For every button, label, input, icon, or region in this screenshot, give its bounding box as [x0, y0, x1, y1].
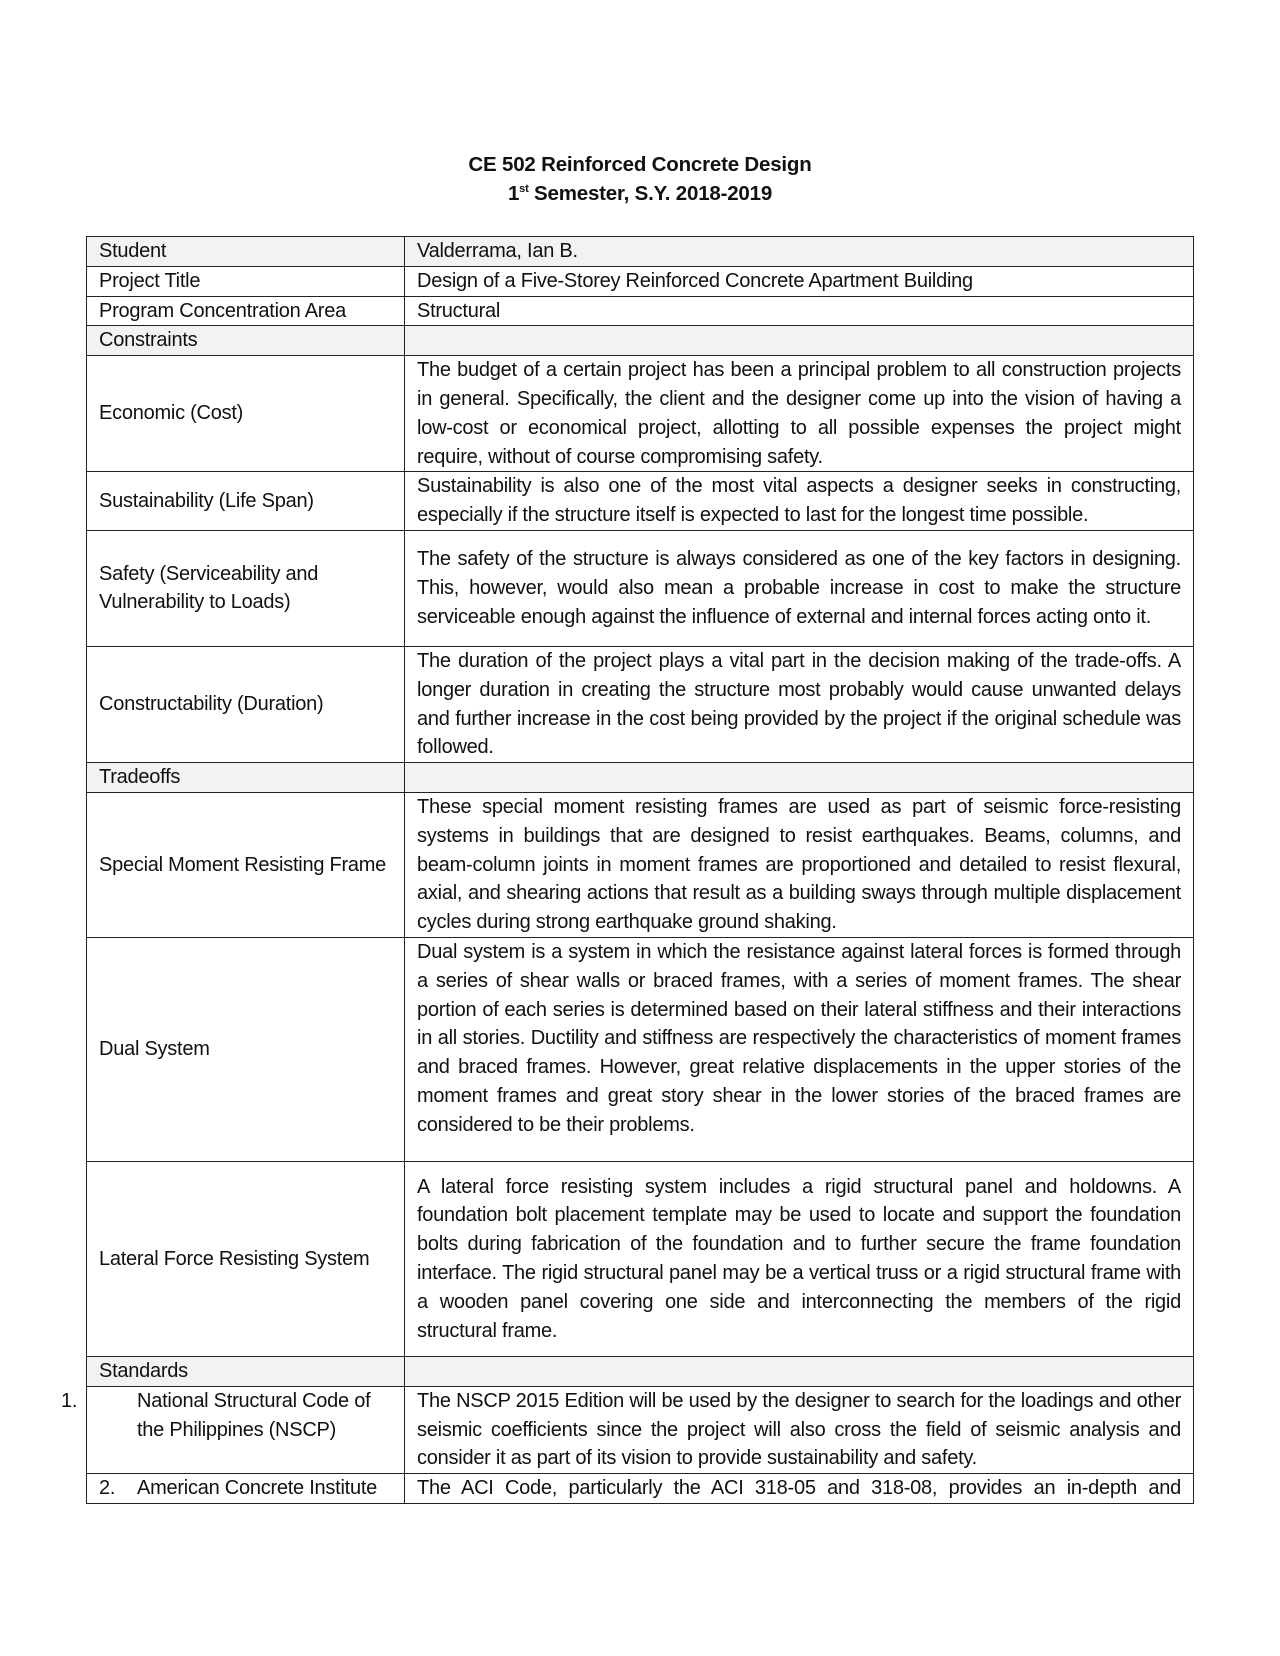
- program-area-label: Program Concentration Area: [87, 296, 405, 326]
- section-header-row: [87, 1356, 1194, 1386]
- tradeoff-label: Lateral Force Resisting System: [87, 1161, 405, 1356]
- table-row: [87, 266, 1194, 296]
- standard-name: National Structural Code of the Philippines (NSCP): [137, 1389, 371, 1441]
- tradeoff-text: Dual system is a system in which the resistance against lateral forces is formed through a series of shear walls or braced frames, with a series of moment frames. The shear portion of each series is determined based on their lateral stiffness and their interactions in all stories. Ductility and stiffness are respectively the characteristics of moment frames and braced frames. However, great relative displacements in the upper stories of the moment frames and great story shear in the lower stories of the braced frames are considered to be their problems.: [405, 937, 1194, 1161]
- tradeoff-label: Special Moment Resisting Frame: [87, 792, 405, 937]
- section-header-row: [87, 326, 1194, 356]
- constraint-label: Constructability (Duration): [87, 646, 405, 762]
- tradeoff-label: Dual System: [87, 937, 405, 1161]
- section-header-row: [87, 763, 1194, 793]
- semester-rest: Semester, S.Y. 2018-2019: [528, 182, 773, 205]
- table-row: [87, 1161, 1194, 1356]
- constraint-text: The budget of a certain project has been a principal problem to all construction projects in general. Specifically, the client and the designer come up into the vision of having a low-cost or economical project, allotting to all possible expenses the project might require, without of course compromising safety.: [405, 356, 1194, 472]
- course-title: CE 502 Reinforced Concrete Design: [468, 153, 812, 176]
- constraint-text: Sustainability is also one of the most vital aspects a designer seeks in constructing, especially if the structure itself is expected to last for the longest time possible.: [405, 472, 1194, 531]
- constraint-text: The safety of the structure is always considered as one of the key factors in designing. This, however, would also mean a probable increase in cost to make the structure serviceable enough against the influence of external and internal forces acting onto it.: [405, 530, 1194, 646]
- student-value: Valderrama, Ian B.: [405, 237, 1194, 267]
- table-row: [87, 646, 1194, 762]
- table-row: [87, 792, 1194, 937]
- tradeoff-text: A lateral force resisting system includes a rigid structural panel and holdowns. A foundation bolt placement template may be used to locate and support the foundation bolts during fabrication of the foundation and to further secure the frame foundation interface. The rigid structural panel may be a vertical truss or a rigid structural frame with a wooden panel covering one side and interconnecting the members of the rigid structural frame.: [405, 1161, 1194, 1356]
- standard-number: 2.: [99, 1477, 116, 1500]
- table-row: [87, 356, 1194, 472]
- project-title-value: Design of a Five-Storey Reinforced Concrete Apartment Building: [405, 266, 1194, 296]
- empty-cell: [405, 1356, 1194, 1386]
- table-row: [87, 530, 1194, 646]
- standard-name: American Concrete Institute: [137, 1477, 378, 1500]
- table-row: [87, 472, 1194, 531]
- constraint-label: Safety (Serviceability and Vulnerability to Loads): [87, 530, 405, 646]
- semester-suffix: st: [519, 183, 529, 195]
- program-area-value: Structural: [405, 296, 1194, 326]
- standard-number: 1.: [61, 1389, 78, 1412]
- empty-cell: [405, 326, 1194, 356]
- constraint-text: The duration of the project plays a vital part in the decision making of the trade-offs. A longer duration in creating the structure most probably would cause unwanted delays and further increase in the cost being provided by the project if the original schedule was followed.: [405, 646, 1194, 762]
- tradeoff-text: These special moment resisting frames are used as part of seismic force-resisting systems in buildings that are designed to resist earthquakes. Beams, columns, and beam-column joints in moment frames are proportioned and detailed to resist flexural, axial, and shearing actions that result as a building sways through multiple displacement cycles during strong earthquake ground shaking.: [405, 792, 1194, 937]
- project-table: [61, 236, 1194, 1504]
- standard-text: The ACI Code, particularly the ACI 318-05 and 318-08, provides an in-depth and: [405, 1474, 1194, 1504]
- table-row: [87, 1386, 1194, 1473]
- project-title-label: Project Title: [87, 266, 405, 296]
- semester-line: [0, 182, 1280, 206]
- constraints-heading: Constraints: [87, 326, 405, 356]
- constraint-label: Economic (Cost): [87, 356, 405, 472]
- standards-heading: Standards: [87, 1356, 405, 1386]
- empty-cell: [405, 763, 1194, 793]
- standard-label: [87, 1474, 405, 1504]
- table-row: [87, 296, 1194, 326]
- semester-ordinal: 1: [507, 182, 520, 205]
- tradeoffs-heading: Tradeoffs: [87, 763, 405, 793]
- standard-label: [61, 1386, 405, 1473]
- standard-text: The NSCP 2015 Edition will be used by the designer to search for the loadings and other seismic coefficients since the project will also cross the field of seismic analysis and consider it as part of its vision to provide sustainability and safety.: [405, 1386, 1194, 1473]
- table-row: [87, 1474, 1194, 1504]
- table-row: [87, 237, 1194, 267]
- table-row: [87, 937, 1194, 1161]
- student-label: Student: [87, 237, 405, 267]
- constraint-label: Sustainability (Life Span): [87, 472, 405, 531]
